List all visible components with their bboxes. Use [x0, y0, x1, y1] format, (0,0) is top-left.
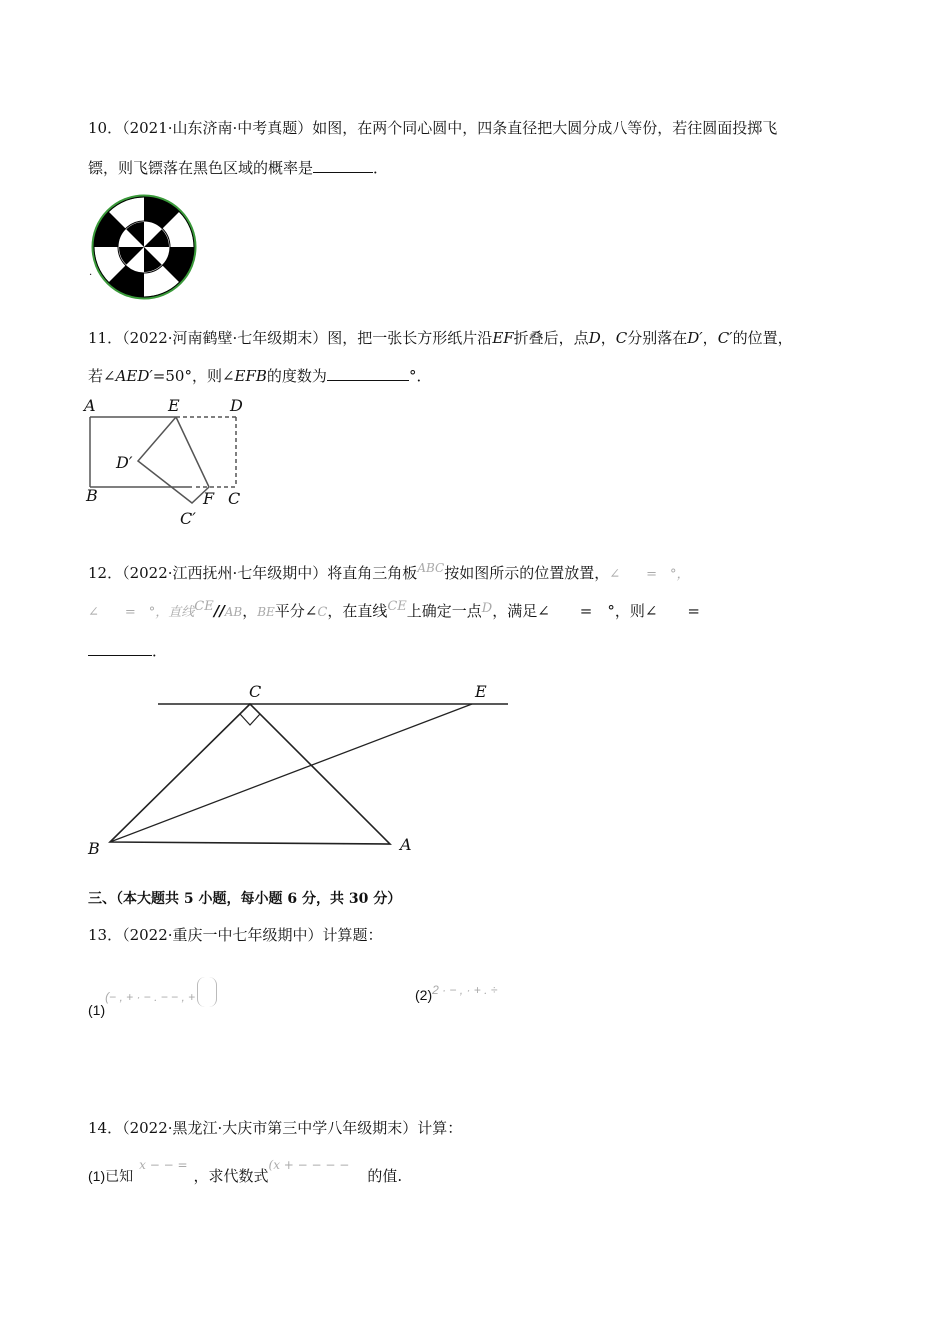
q12-label-e: E: [475, 682, 487, 701]
q11-label-dprime: D′: [116, 453, 133, 472]
q11-line1: [88, 328, 793, 348]
q11-line2: [88, 366, 431, 386]
q11-number: 11．: [88, 329, 123, 347]
section-3-heading: 三、（本大题共 5 小题，每小题 6 分，共 30 分）: [88, 891, 402, 907]
q14-line1: [88, 1118, 462, 1138]
q12-ce-1: CE: [194, 599, 214, 614]
q12-angle-2: ∠ = °，直线: [88, 605, 195, 620]
q13-line1: [88, 925, 383, 945]
q11-text: （2022·河南鹤壁·七年级期末）图，把一张长方形纸片沿: [122, 329, 493, 347]
q13-paren-icon: [197, 977, 217, 1007]
q14-part1-label: (1)已知: [88, 1168, 134, 1184]
q12-triangle-figure: [84, 678, 524, 860]
q12-text-condition: ，满足∠ = °，则∠ =: [492, 602, 700, 620]
q12-ab: AB: [224, 605, 243, 619]
q11-label-d: D: [230, 396, 243, 415]
q10-number: 10．: [88, 119, 123, 137]
q10-dartboard-figure: [88, 193, 203, 303]
q12-parallel: //: [213, 602, 225, 620]
q11-text-2c: 的度数为: [266, 367, 327, 385]
q13-part2-expression: 2 · − , · + . ÷: [432, 983, 498, 997]
q12-text-point: 上确定一点: [406, 602, 482, 620]
q10-line1: [88, 118, 777, 138]
q11-c: C: [615, 329, 628, 347]
q11-text-d: 的位置，: [732, 329, 793, 347]
q12-comma: ，: [242, 602, 258, 620]
q13-part2-label: (2): [415, 987, 433, 1003]
q11-text-2b: =50°，则∠: [152, 367, 235, 385]
q12-line1: [88, 563, 690, 585]
q10-figure-dot: .: [89, 267, 93, 278]
q14-text: （2022·黑龙江·大庆市第三中学八年级期末）计算：: [122, 1119, 463, 1137]
q14-given-expression: x − − =: [139, 1158, 188, 1172]
q11-label-b: B: [86, 486, 98, 505]
q13-text: （2022·重庆一中七年级期中）计算题：: [122, 926, 383, 944]
q12-be: BE: [257, 605, 275, 619]
q11-comma-2: ，: [702, 329, 718, 347]
q13-part1-expression: (− , + · − . − − , +: [105, 990, 196, 1004]
q11-dprime: D′: [687, 329, 703, 347]
q13-part1: [88, 985, 217, 1021]
q10-text: （2021·山东济南·中考真题）如图，在两个同心圆中，四条直径把大圆分成八等份，若往圆面投掷飞: [122, 119, 778, 137]
q11-text-2d: °．: [408, 367, 432, 385]
q11-cprime: C′: [717, 329, 733, 347]
q10-period: ．: [373, 159, 389, 177]
q11-label-f: F: [203, 489, 215, 508]
q11-answer-blank: [327, 366, 409, 381]
q11-text-b: 折叠后，点: [513, 329, 589, 347]
q12-label-c: C: [249, 682, 262, 701]
q14-part1: [88, 1158, 403, 1187]
q14-number: 14．: [88, 1119, 123, 1137]
q12-angle-1: ∠ = °，: [609, 567, 690, 582]
q10-answer-blank: [313, 158, 373, 173]
q12-text-b: 按如图所示的位置放置，: [444, 564, 610, 582]
q11-ef: EF: [492, 329, 514, 347]
q11-text-2a: 若∠: [88, 367, 116, 385]
q11-aedprime: AED′: [115, 367, 153, 385]
q12-line3: [88, 641, 167, 661]
q12-c: C: [317, 605, 328, 620]
q13-part1-label: (1): [88, 1002, 106, 1018]
q12-ce-2: CE: [387, 599, 407, 614]
q11-comma-1: ，: [600, 329, 616, 347]
q11-d: D: [588, 329, 601, 347]
q12-answer-blank: [88, 641, 152, 656]
q11-label-cprime: C′: [180, 509, 196, 528]
q11-text-c: 分别落在: [627, 329, 688, 347]
q12-number: 12．: [88, 564, 123, 582]
q13-number: 13．: [88, 926, 123, 944]
q12-text-bisect: 平分∠: [274, 602, 318, 620]
q12-abc: ABC: [417, 561, 445, 575]
q12-line2: [88, 601, 700, 623]
q14-text-end: 的值.: [367, 1167, 403, 1185]
q11-efb: EFB: [234, 367, 267, 385]
q11-label-a: A: [84, 396, 96, 415]
q10-line2: [88, 158, 388, 178]
q11-label-e: E: [168, 396, 180, 415]
q12-text-line: ，在直线: [327, 602, 388, 620]
q11-folded-rectangle-figure: [84, 395, 264, 530]
q14-text-mid: ，求代数式: [193, 1167, 269, 1185]
q12-d: D: [481, 601, 493, 616]
q14-algebra-expression: (x + − − − −: [268, 1158, 350, 1172]
q12-label-a: A: [400, 835, 412, 854]
q13-part2: [415, 985, 497, 1006]
q12-label-b: B: [88, 839, 100, 858]
q11-label-c: C: [228, 489, 241, 508]
q12-period: ．: [152, 642, 168, 660]
q10-text-2: 镖，则飞镖落在黑色区域的概率是: [88, 159, 314, 177]
q12-text-a: （2022·江西抚州·七年级期中）将直角三角板: [122, 564, 418, 582]
